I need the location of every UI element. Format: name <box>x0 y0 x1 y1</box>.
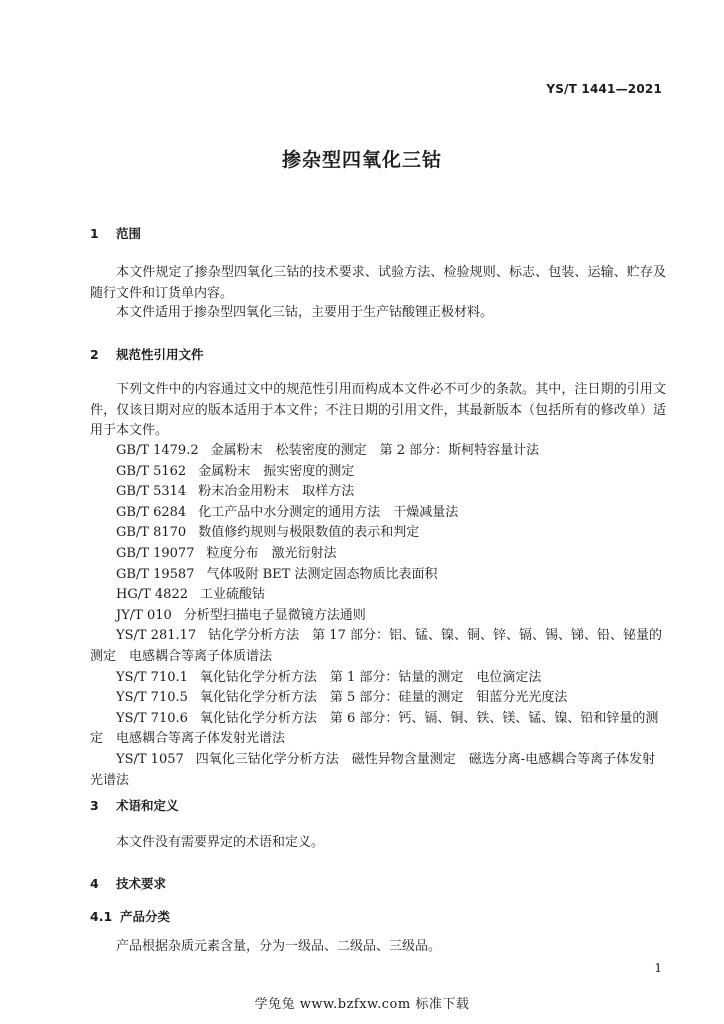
reference-list <box>90 441 666 791</box>
document-title: 掺杂型四氧化三钴 <box>281 149 442 171</box>
paragraph: 产品根据杂质元素含量，分为一级品、二级品、三级品。 <box>116 939 442 954</box>
reference-item: GB/T 1479.2 金属粉末 松装密度的测定 第 2 部分：斯柯特容量计法 <box>116 443 540 458</box>
reference-item: GB/T 8170 数值修约规则与极限数值的表示和判定 <box>116 525 420 541</box>
section-title: 产品分类 <box>120 909 171 924</box>
reference-item: GB/T 19587 气体吸附 BET 法测定固态物质比表面积 <box>116 566 438 582</box>
reference-item: YS/T 710.1 氧化钴化学分析方法 第 1 部分：钴量的测定 电位滴定法 <box>116 669 542 685</box>
section-3-heading <box>90 796 179 814</box>
paragraph: 本文件适用于掺杂型四氧化三钴，主要用于生产钴酸锂正极材料。 <box>116 305 494 320</box>
reference-item: YS/T 710.5 氧化钴化学分析方法 第 5 部分：硅量的测定 钼蓝分光光度法 <box>116 690 568 706</box>
watermark-footer: 学兔兔 www.bzfxw.com 标准下载 <box>254 997 470 1012</box>
reference-item: GB/T 6284 化工产品中水分测定的通用方法 干燥减量法 <box>116 504 459 520</box>
reference-item: YS/T 281.17 钴化学分析方法 第 17 部分：铝、锰、镍、铜、锌、镉、锡、锑、铅、铋量的测定 电感耦合等离子体质谱法 <box>90 628 662 664</box>
section-title: 术语和定义 <box>116 798 179 813</box>
section-number: 2 <box>90 347 99 362</box>
section-number: 1 <box>90 226 99 241</box>
section-4-1-heading <box>90 907 170 925</box>
section-title: 规范性引用文件 <box>116 347 204 362</box>
reference-item: HG/T 4822 工业硫酸钴 <box>116 587 266 603</box>
reference-item: GB/T 5314 粉末冶金用粉末 取样方法 <box>116 484 355 500</box>
section-title: 范围 <box>116 226 142 241</box>
reference-item: GB/T 5162 金属粉末 振实密度的测定 <box>116 463 355 479</box>
section-number: 4.1 <box>90 909 113 924</box>
reference-item: GB/T 19077 粒度分布 激光衍射法 <box>116 545 337 561</box>
paragraph: 本文件规定了掺杂型四氧化三钴的技术要求、试验方法、检验规则、标志、包装、运输、贮存及随行文件和订货单内容。 <box>90 265 666 301</box>
standard-code: YS/T 1441—2021 <box>546 82 662 96</box>
paragraph: 下列文件中的内容通过文中的规范性引用而构成本文件必不可少的条款。其中，注日期的引用文件，仅该日期对应的版本适用于本文件；不注日期的引用文件，其最新版本（包括所有的修改单）适用于本文件。 <box>90 382 666 438</box>
reference-item: YS/T 1057 四氧化三钴化学分析方法 磁性异物含量测定 磁选分离-电感耦合等离子体发射光谱法 <box>90 751 656 788</box>
section-1-heading <box>90 224 141 242</box>
reference-item: YS/T 710.6 氧化钴化学分析方法 第 6 部分：钙、镉、铜、铁、镁、锰、镍、铅和锌量的测定 电感耦合等离子体发射光谱法 <box>90 710 659 747</box>
section-number: 3 <box>90 798 99 813</box>
section-number: 4 <box>90 876 99 891</box>
section-title: 技术要求 <box>116 876 167 891</box>
page-number: 1 <box>654 961 662 975</box>
section-2-heading <box>90 345 204 363</box>
section-4-heading <box>90 874 166 892</box>
reference-item: JY/T 010 分析型扫描电子显微镜方法通则 <box>116 607 366 623</box>
paragraph: 本文件没有需要界定的术语和定义。 <box>116 835 325 850</box>
